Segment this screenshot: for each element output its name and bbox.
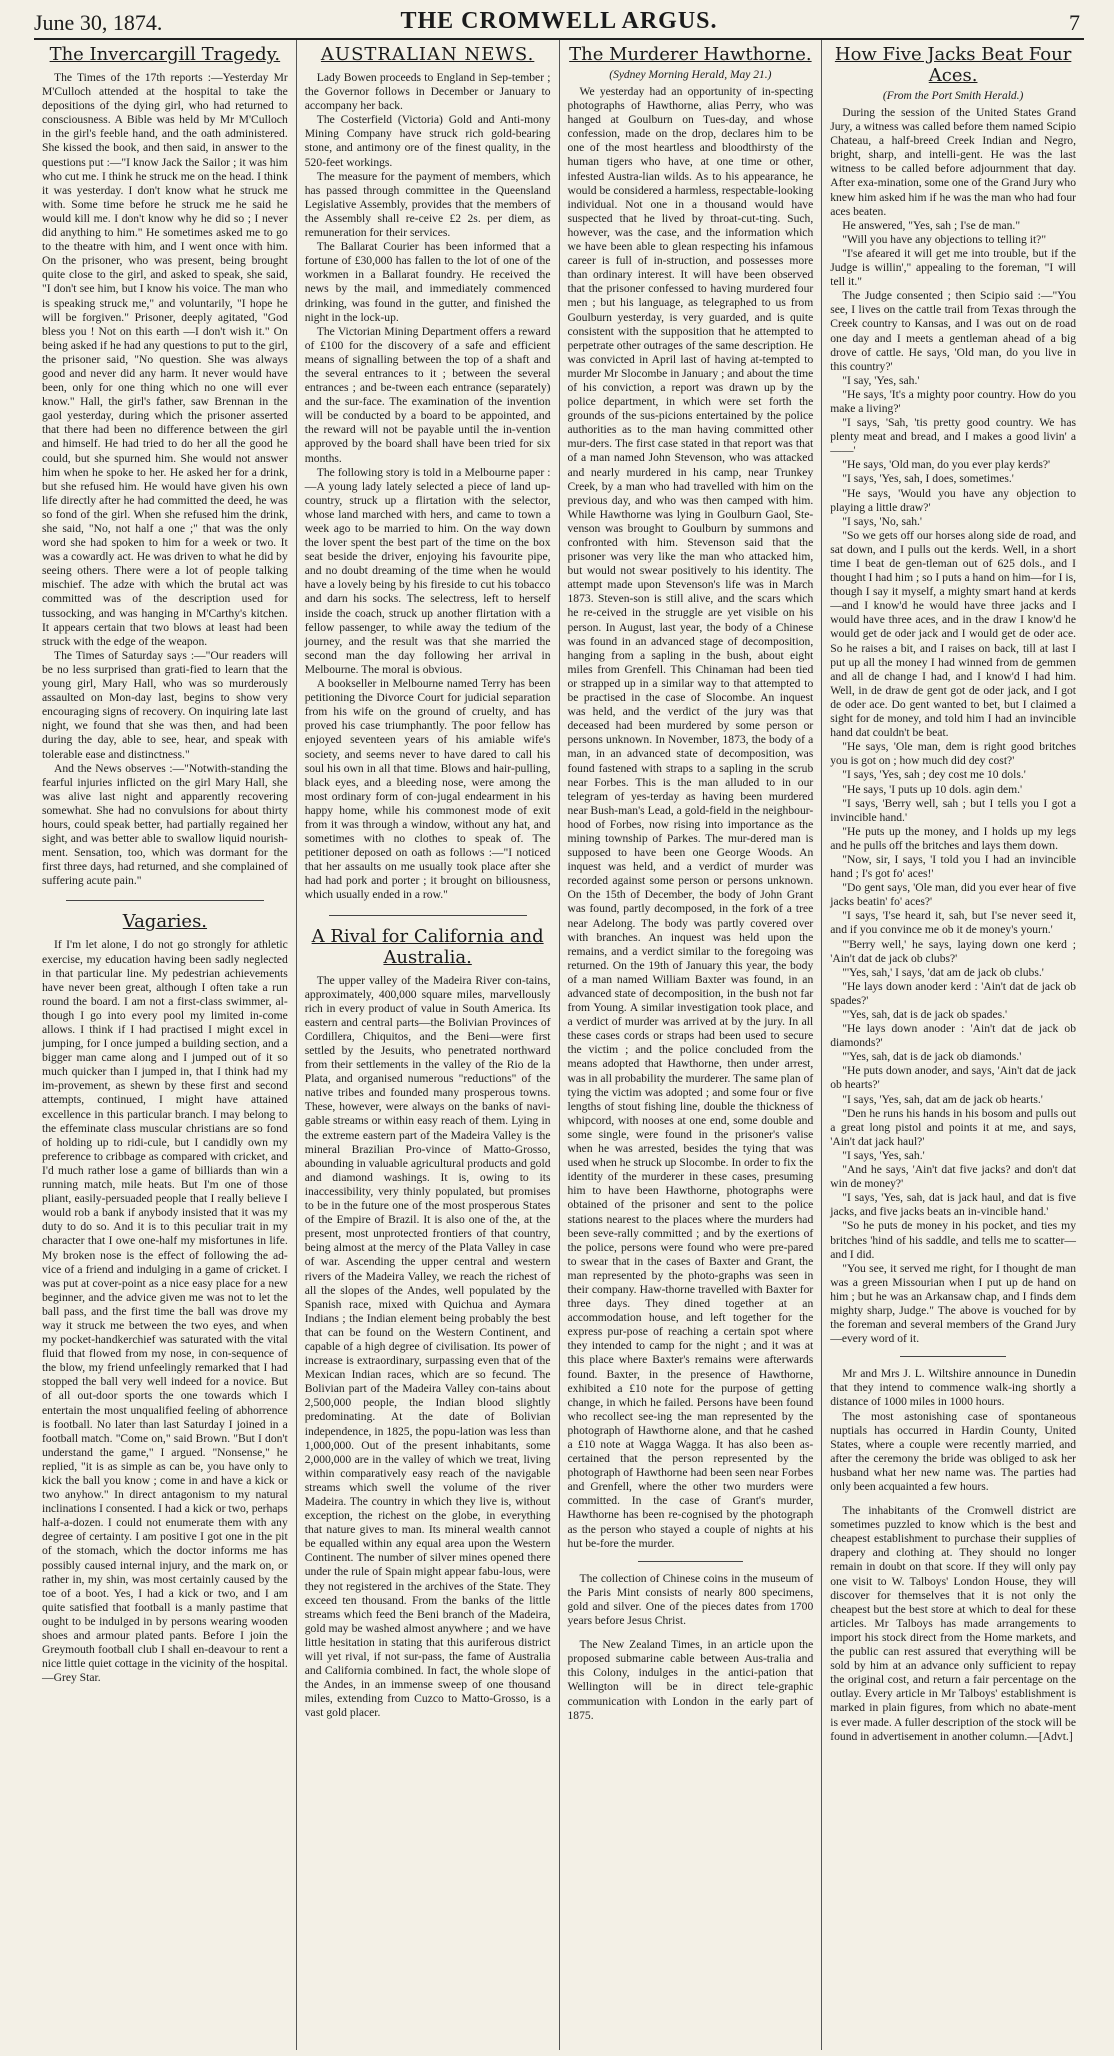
article-paragraph: "I says, 'Yes, sah ; dey cost me 10 dols.' <box>842 768 1026 782</box>
article-paragraph: "He puts down anoder, and says, 'Ain't dat de jack ob hearts?' <box>830 1064 1076 1092</box>
column-2 <box>297 40 560 2050</box>
article-paragraph: "He puts up the money, and I holds up my legs and he pulls off the britches and lays them down. <box>830 824 1076 852</box>
article-paragraph: "He says, 'I puts up 10 dols. agin dem.' <box>842 782 1023 796</box>
article-paragraph: "I says, 'Berry well, sah ; but I tells you I got a invincible hand.' <box>830 796 1076 824</box>
article-heading-invercargill-tragedy: The Invercargill Tragedy. <box>49 44 281 65</box>
article-paragraph: The Victorian Mining Department offers a reward of £100 for the discovery of a safe and efficient means of signalling between the top of a shaft and the several entrances to it ; between the several entrances ; and be-tween each entrance (separately) and the sur-face. The examination of the invention will be conducted by a board to be appointed, and the reward will not be payable until the in-vention approved by the board shall have been tried for six months. <box>304 324 551 465</box>
article-paragraph: "I says, 'Yes, sah.' <box>842 1148 925 1162</box>
article-paragraph: "He says, 'Would you have any objection to playing a little draw?' <box>830 486 1076 514</box>
article-paragraph: "'Berry well,' he says, laying down one kerd ; 'Ain't dat de jack ob clubs?' <box>830 937 1076 965</box>
article-paragraph: A bookseller in Melbourne named Terry has been petitioning the Divorce Court for judicial separation from his wife on the ground of cruelty, and has proved his case triumphantly. The poor fellow has enjoyed seventeen years of his amiable wife's society, and seems never to have dared to call his soul his own in all that time. Blows and hair-pulling, black eyes, and a bleeding nose, were among the most ordinary form of con-jugal endearment in his happy home, while his commonest mode of exit from it was through a window, without any hat, and sometimes with no clothes to speak of. The petitioner deposed on oath as follows :—"I noticed that her assaults on me usually took place after she had had pork and porter ; it brought on biliousness, which usually ended in a row." <box>304 677 551 902</box>
article-paragraph: The measure for the payment of members, which has passed through committee in the Queensland Legislative Assembly, provides that the members of the Assembly shall re-ceive £2 2s. per diem, as remuneration for their services. <box>304 169 551 240</box>
article-paragraph: The upper valley of the Madeira River con-tains, approximately, 400,000 square miles, marvellously rich in every product of value in South America. Its eastern and central parts—the Bolivian Provinces of Cordillera, Chiquitos, and the Beni—were first settled by the Jesuits, who penetrated northward from their settlements in the valley of the Rio de la Plata, and organised numerous "reductions" of the native tribes and founded many prosperous towns. These, however, were always on the banks of navi-gable streams or within easy reach of them. Lying in the extreme eastern part of the Madeira Valley is the mineral Brazilian Pro-vince of Matto-Grosso, abounding in valuable agricultural products and gold and diamond washings. It is, owing to its inaccessibility, very thinly populated, but promises to be in the future one of the most prosperous States of the Empire of Brazil. It is also one of the, at the present, most unprotected frontiers of that country, being almost at the mercy of the Plata Valley in case of war. Ascending the upper central and western rivers of the Madeira Valley, we reach the richest of all the slopes of the Andes, well populated by the Spanish race, mixed with Quichua and Aymara Indians ; the Indian element being probably the best that can be found on the Western Continent, and capable of a high degree of civilisation. Its power of increase is extraordinary, surpassing even that of the Mexican Indian races, which are so fecund. The Bolivian part of the Madeira Valley con-tains about 2,500,000 people, the Indian blood slightly predominating. At the date of Bolivian independence, in 1825, the popu-lation was less than 1,000,000. Out of the present inhabitants, some 2,000,000 are in the valley of which we treat, living within comparatively easy reach of the navigable streams which swell the volume of the river Madeira. The country in which they live is, without exception, the richest on the globe, in everything that nature gives to man. Its mineral wealth cannot be equalled within any equal area upon the Western Continent. The number of silver mines opened there under the rule of Spain might appear fabu-lous, were they not registered in the archives of the State. They exceed ten thousand. From the banks of the little streams which feed the Beni branch of the Madeira, gold may be washed almost anywhere ; and we have little hesitation in stating that this auriferous district will yet rival, if not sur-pass, the fame of Australia and California combined. In fact, the whole slope of the Andes, in an immense sweep of one thousand miles, extending from Cuzco to Matto-Grosso, is a vast gold placer. <box>304 973 551 1720</box>
article-paragraph: Lady Bowen proceeds to England in Sep-tember ; the Governor follows in December or January to accompany her back. <box>304 71 551 113</box>
article-heading-murderer-hawthorne: The Murderer Hawthorne. <box>569 44 812 65</box>
article-paragraph: "'Yes, sah, dat is de jack ob diamonds.' <box>842 1050 1022 1064</box>
article-paragraph: "So we gets off our horses along side de road, and sat down, and I pulls out the kerds. Well, in a short time I beat de gen-tleman out of 625 dols., and I thought I had him ; so I puts a hand on him—for I is, though I say it myself, a mighty smart hand at kerds—and I know'd he would have three jacks and I would have three aces, and in the draw I know'd he would get de oder jack and I would get de oder ace. So he raises a bit, and I raises on back, till at last I put up all the money I had winned from de gemmen and all de change I had, and I know'd I had him. Well, in de draw de gent got de oder jack, and I got de oder ace. Do gent wanted to bet, but I claimed a sight for de money, and told him I had an invincible hand dat couldn't be beat. <box>830 528 1076 740</box>
article-paragraph: "'Yes, sah,' I says, 'dat am de jack ob clubs.' <box>842 965 1044 979</box>
issue-date: June 30, 1874. <box>34 10 163 35</box>
spacer <box>568 1628 814 1638</box>
article-paragraph: "I says, 'Sah, 'tis pretty good country. We has plenty meat and bread, and I makes a good livin' a——' <box>830 416 1076 458</box>
masthead <box>34 4 1084 40</box>
article-paragraph: During the session of the United States Grand Jury, a witness was called before them named Scipio Chateau, a half-breed Creek Indian and Negro, bright, sharp, and intelli-gent. He was the last witness to be called before adjournment that day. After exa-mination, some one of the Grand Jury who knew him asked him if he was the man who had four aces beaten. <box>830 106 1076 218</box>
columns <box>34 40 1084 2050</box>
article-paragraph: Mr and Mrs J. L. Wiltshire announce in Dunedin that they intend to commence walk-ing shortly a distance of 1000 miles in 1000 hours. <box>830 1367 1076 1409</box>
column-3 <box>560 40 823 2050</box>
section-divider <box>900 1356 1006 1357</box>
article-paragraph: "I'se afeared it will get me into trouble, but if the Judge is willin'," appealing to the foreman, "I will tell it." <box>830 246 1076 289</box>
article-paragraph: The Times of Saturday says :—"Our readers will be no less surprised than grati-fied to learn that the young girl, Mary Hall, who was so murderously assaulted on Mon-day last, begins to show very encouraging signs of recovery. On inquiring late last night, we found that she was then, and had been during the day, able to see, hear, and speak with tolerable ease and distinctness." <box>42 648 288 761</box>
article-heading-rival-california-australia: A Rival for California and Australia. <box>311 925 544 968</box>
article-heading-australian-news: AUSTRALIAN NEWS. <box>320 44 535 65</box>
article-paragraph: "I says, 'Yes, sah, I does, sometimes.' <box>842 472 1014 486</box>
article-paragraph: "I says, 'I'se heard it, sah, but I'se never seed it, and if you convince me ob it de money's yourn.' <box>830 909 1076 937</box>
article-paragraph: "He lays down anoder kerd : 'Ain't dat de jack ob spades?' <box>830 979 1076 1007</box>
article-paragraph: "Will you have any objections to telling it?" <box>842 232 1047 246</box>
section-divider <box>329 915 527 916</box>
article-paragraph: "'Yes, sah, dat is de jack ob spades.' <box>842 1008 1008 1021</box>
article-source: (Sydney Morning Herald, May 21.) <box>609 69 772 81</box>
column-4 <box>822 40 1084 2050</box>
article-paragraph: He answered, "Yes, sah ; I'se de man." <box>842 218 1021 232</box>
article-paragraph: And the News observes :—"Notwith-standing the fearful injuries inflicted on the girl Mary Hall, she was alive last night and apparently recovering somewhat. She had no convulsions for about thirty hours, could speak better, had partially regained her sight, and was better able to swallow liquid nourish-ment. Sensation, too, which was dormant for the first three days, had returned, and she complained of suffering acute pain." <box>42 761 288 888</box>
article-paragraph: The Judge consented ; then Scipio said :—"You see, I lives on the cattle trail from Texas through the Creek country to Kansas, and I was out on de road one day and I meets a gentleman ahead of a big drove of cattle. He says, 'Old man, do you live in this country?' <box>830 289 1076 373</box>
article-heading-vagaries: Vagaries. <box>122 911 208 933</box>
article-paragraph: The following story is told in a Melbourne paper :—A young lady lately selected a piece of land up-country, struck up a flirtation with the selector, whose land marched with hers, and came to town a week ago to be married to him. On the way down the lover spent the best part of the time on the box seat beside the driver, enjoying his favourite pipe, and no doubt dreaming of the time when he would have a lovely being by his fireside to cut his tobacco and darn his socks. The selectress, left to herself inside the coach, struck up another flirtation with a fellow passenger, to while away the tedium of the journey, and the result was that she married the second man the day following her arrival in Melbourne. The moral is obvious. <box>304 465 551 676</box>
article-paragraph: "Do gent says, 'Ole man, did you ever hear of five jacks beatin' fo' aces?' <box>830 881 1076 909</box>
article-paragraph: "He says, 'Ole man, dem is right good britches you is got on ; how much did dey cost?' <box>830 740 1076 768</box>
article-paragraph: The New Zealand Times, in an article upon the proposed submarine cable between Aus-tralia and this Colony, indulges in the antici-pation that Wellington will be in direct tele-graphic communication with London in the early part of 1875. <box>567 1638 814 1722</box>
section-divider <box>66 900 264 901</box>
article-paragraph: The most astonishing case of spontaneous nuptials has occurred in Hardin County, United States, where a couple were recently married, and after the ceremony the bride was obliged to ask her husband what her new name was. The parties had only been acquainted a few hours. <box>830 1409 1076 1493</box>
article-paragraph: "He lays down anoder : 'Ain't dat de jack ob diamonds?' <box>830 1022 1076 1050</box>
article-paragraph: "So he puts de money in his pocket, and ties my britches 'hind of his saddle, and tells me to scatter—and I did. <box>830 1219 1076 1261</box>
article-paragraph: "And he says, 'Ain't dat five jacks? and don't dat win de money?' <box>830 1163 1076 1191</box>
article-paragraph: "You see, it served me right, for I thought de man was a green Missourian when I put up de hand on him ; but he was an Arkansaw chap, and I finds dem mighty sharp, Judge." The above is vouched for by the foreman and several members of the Grand Jury—every word of it. <box>830 1261 1076 1346</box>
article-paragraph: "Den he runs his hands in his bosom and pulls out a great long pistol and points it at me, and says, 'Ain't dat jack haul?' <box>830 1106 1076 1148</box>
newspaper-title: THE CROMWELL ARGUS. <box>400 8 718 34</box>
spacer <box>830 1494 1076 1504</box>
article-paragraph: If I'm let alone, I do not go strongly for athletic exercise, my education having been sadly neglected in that particular line. My pedestrian achievements have never been great, although I often take a run round the board. I am not a first-class swimmer, al-though I go into every pool my limited in-come allows. I think if I had practised I might excel in jumping, for I once jumped a building section, and a bigger man came along and I jumped out of it so much quicker than I jumped in, that I think had my im-provement, as shewn by these first and second attempts, continued, I might have attained excellence in this particular branch. I may belong to the effeminate class muscular christians are so fond of holding up to ridi-cule, but I candidly own my preference to cribbage as compared with cricket, and I'd much rather lose a game of billiards than win a running match, mile heats. But I'm one of those pliant, easily-persuaded people that I really believe I would rob a bank if anybody insisted that it was my duty to do so. And it is to this peculiar trait in my character that I owe one-half my misfortunes in life. My broken nose is the effect of following the ad-vice of a friend and indulging in a game of cricket. I was put at cover-point as a nice easy place for a new beginner, and the advice given me was not to let the ball pass, and the first time the ball was drove my way it struck me between the two eyes, and when my pocket-handkerchief was saturated with the vital fluid that flowed from my nose, in con-sequence of the blow, my friend unfeelingly remarked that I had stopped the ball very well indeed for a novice. But of all out-door sports the one towards which I entertain the most unqualified feeling of abhorrence is football. No later than last Saturday I joined in a football match. "Come on," said Brown. "But I don't understand the game," I argued. "Nonsense," he replied, "it is as simple as can be, you have only to kick the ball you know ; come in and have a kick or two anyhow." In direct antagonism to my natural inclinations I consented. I had a kick or two, perhaps half-a-dozen. I could not enumerate them with any degree of certainty. I am positive I got one in the pit of the stomach, which the doctor informs me has possibly caused internal injury, and the mark on, or rather in, my shin, was most certainly caused by the toe of a boot. Yes, I had a kick or two, and I am quite satisfied that football is a manly pastime that ought to be indulged in by persons wearing wooden shoes and armour plated pants. Before I join the Greymouth football club I shall en-deavour to rent a nice little quiet cottage in the vicinity of the hospital.—Grey Star. <box>42 938 288 1685</box>
article-paragraph: "He says, 'Old man, do you ever play kerds?' <box>842 458 1051 472</box>
article-paragraph: "Now, sir, I says, 'I told you I had an invincible hand ; I's got fo' aces!' <box>830 852 1076 881</box>
article-source: (From the Port Smith Herald.) <box>882 90 1024 102</box>
article-paragraph: "I says, 'No, sah.' <box>842 514 923 528</box>
article-paragraph: The collection of Chinese coins in the museum of the Paris Mint consists of nearly 800 specimens, gold and silver. One of the pieces dates from 1700 years before Jesus Christ. <box>567 1571 814 1628</box>
article-paragraph: "I say, 'Yes, sah.' <box>842 373 920 387</box>
page-number: 7 <box>1069 10 1080 35</box>
article-paragraph: "I says, 'Yes, sah, dat am de jack ob hearts.' <box>842 1092 1043 1106</box>
article-paragraph: "He says, 'It's a mighty poor country. How do you make a living?' <box>830 387 1076 415</box>
article-paragraph: The Ballarat Courier has been informed that a fortune of £30,000 has fallen to the lot of one of the workmen in a Ballarat foundry. He received the news by the mail, and immediately commenced drinking, was found in the gutter, and finished the night in the lock-up. <box>304 240 551 324</box>
article-paragraph: "I says, 'Yes, sah, dat is jack haul, and dat is five jacks, and five jacks beats an in-vincible hand.' <box>830 1191 1076 1219</box>
section-divider <box>638 1561 744 1562</box>
article-heading-five-jacks: How Five Jacks Beat Four Aces. <box>834 44 1072 86</box>
article-paragraph: We yesterday had an opportunity of in-specting photographs of Hawthorne, alias Perry, who was hanged at Goulburn on Tues-day, and whose confession, made on the drop, declares him to be one of the most heartless and bloodthirsty of the human tigers who have, at one time or other, infested Austra-lian wilds. As to his appearance, he would be considered a harmless, respectable-looking individual. Not one in a thousand would have suspected that he lived by throat-cut-ting. Such, however, was the case, and the information which we have been able to glean respecting his infamous career is full of in-struction, and possesses more than ordinary interest. It will have been observed that the prisoner confessed to having murdered four men ; but his language, as telegraphed to us from Goulburn yesterday, is very guarded, and is quite consistent with the supposition that he attempted to perpetrate other outrages of the same description. He was convicted in April last of having at-tempted to murder Mr Slocombe in January ; and about the time of his conviction, a report was drawn up by the police department, in which were set forth the grounds of the sus-picions entertained by the police authorities as to the man having committed other mur-ders. The first case stated in that report was that of a man named John Stevenson, who was attacked and nearly murdered in his camp, near Trunkey Creek, by a man who had travelled with him on the previous day, and who was then camped with him. While Hawthorne was lying in Goulburn Gaol, Ste-venson was brought to Goulburn by summons and confronted with him. Stevenson said that the prisoner was very like the man who attacked him, but would not swear positively to his identity. The attempt made upon Stevenson's life was in March 1873. Steven-son is still alive, and the scars which he re-ceived in the struggle are yet visible on his person. In August, last year, the body of a Chinese was found in an advanced stage of decomposition, hanging from a sapling in the bush, about eight miles from Grenfell. This Chinaman had been tied or strapped up in a similar way to that attempted to be practised in the case of Slocombe. An inquest was held, and the verdict of the jury was that deceased had been murdered by some person or persons unknown. In November, 1873, the body of a man, in an advanced state of decomposition, was found fastened with straps to a sapling in the scrub near Forbes. This is the man alluded to in our telegram of yes-terday as having been murdered near Bush-man's Lead, a gold-field in the neighbour-hood of Forbes, now rising into importance as the mining township of Parkes. The mur-dered man is supposed to have been one George Woods. An inquest was held, and a verdict of murder was recorded against some person or persons unknown. On the 15th of December, the body of John Grant was found, partly decomposed, in the fork of a tree near Adelong. The body was partly covered over with branches. An inquest was held upon the remains, and a verdict similar to the foregoing was returned. On the 19th of January this year, the body of a man named William Baxter was found, in an advanced state of decomposition, in the bush not far from Young. A similar investigation took place, and a verdict of murder was arrived at by the jury. In all these cases cords or straps had been used to secure the victim ; and the police concluded from the means adopted that Hawthorne, then under arrest, was in all probability the murderer. The same plan of tying the victim was adopted ; and some four or five lengths of stout fishing line, double the thickness of whipcord, with nooses at one end, some double and some single, were found in the prisoner's valise when he was arrested, besides the tying that was used when he struck up Slocombe. In order to fix the identity of the murderer in these cases, presuming him to have been Hawthorne, photographs were obtained of the prisoner and sent to the police stations nearest to the places where the murders had been seve-rally committed ; and by the exertions of the police, persons were found who were pre-pared to swear that in the cases of Baxter and Grant, the man represented by the photo-graphs was seen in their company. Haw-thorne travelled with Baxter for three days. They dined together at an accommodation house, and left together for the express pur-pose of reaching a certain spot where they intended to camp for the night ; and it was at this place where Baxter's remains were afterwards found. Baxter, in the presence of Hawthorne, exhibited a £10 note for the purpose of getting change, in which he failed. Persons have been found who recollect see-ing the man represented by the photograph of Hawthorne alone, and that he cashed a £10 note at Wagga Wagga. It has also been as-certained that the person represented by the photograph of Hawthorne had been seen near Forbes and Grenfell, where the other two murders were committed. In the case of Grant's murder, Hawthorne has been re-cognised by the photograph as the person who stayed a couple of nights at his hut be-fore the murder. <box>567 85 814 1550</box>
article-paragraph: The Costerfield (Victoria) Gold and Anti-mony Mining Company have struck rich gold-bearing stone, and antimony ore of the finest quality, in the 520-feet workings. <box>304 113 551 169</box>
advertisement-paragraph: The inhabitants of the Cromwell district are sometimes puzzled to know which is the best and cheapest establishment to purchase their supplies of drapery and clothing at. They should no longer remain in doubt on that score. If they will only pay one visit to W. Talboys' London House, they will discover for themselves that it is not only the cheapest but the best store at which to deal for these articles. Mr Talboys has made arrangements to import his stock direct from the Home markets, and the public can rest assured that everything will be sold by him at an advance only sufficient to repay the original cost, and return a fair percentage on the outlay. Every article in Mr Talboys' establishment is marked in plain figures, from which no abate-ment is ever made. A fuller description of the stock will be found in advertisement in another column.—[Advt.] <box>830 1504 1076 1743</box>
article-paragraph: The Times of the 17th reports :—Yesterday Mr M'Culloch attended at the hospital to take the depositions of the dying girl, who had returned to consciousness. A Bible was held by Mr M'Culloch in the girl's feeble hand, and the oath administered. She kissed the book, and then said, in answer to the questions put :—"I know Jack the Sailor ; it was him who cut me. I think he struck me on the head. I think it was yesterday. I don't know what he struck me with. Some time before he struck me he said he would kill me. I don't know why he did so ; I never did anything to him." He sometimes asked me to go to the theatre with him, and I went once with him. On the prisoner, who was present, being brought quite close to the girl, and asked to speak, she said, "I don't see him, but I know his voice. The man who is speaking struck me," and voluntarily, "I hope he will be forgiven." Prisoner, deeply agitated, "God bless you ! Not on this earth —I don't wish it." On being asked if he had any questions to put to the girl, the prisoner said, "No question. She was always good and never did any harm. It never would have been, only for one thing which no one will ever know." Hall, the girl's father, saw Brennan in the gaol yesterday, during which the prisoner asserted that there had been no difference between the girl and himself. He had tried to do her all the good he could, but she spurned him. She would not answer him when he spoke to her. He asked her for a drink, but she refused him. He would have given his own life directly after he had committed the deed, he was so fond of the girl. When she refused him the drink, she said, "No, not half a one ;" that was the only word she had spoken to him for a week or two. It was a cowardly act. He was driven to what he did by seeing others. There were a lot of people talking mischief. The adze with which the brutal act was committed was of the description used for tussocking, and was hanging in M'Carthy's kitchen. It appears certain that two blows at least had been struck with the edge of the weapon. <box>42 71 288 648</box>
column-1 <box>34 40 297 2050</box>
